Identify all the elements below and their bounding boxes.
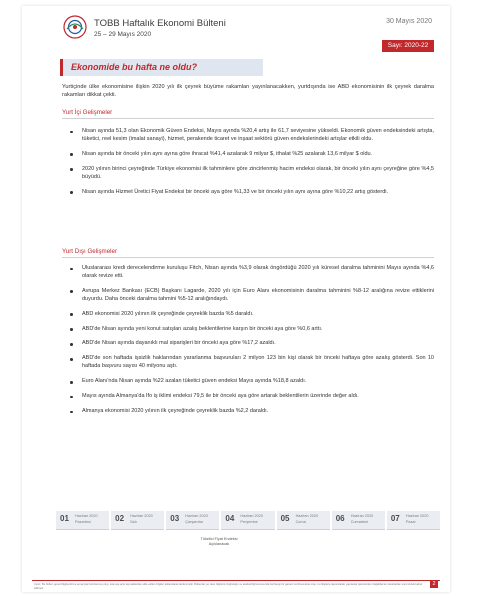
list-item-text: Uluslararası kredi derecelendirme kuruluşu Fitch, Nisan ayında %3,9 olarak öngördüğü 2020 yılı küresel daralma tahminini Mayıs ayında %4,6 olarak revize etti. [82,265,434,279]
bullet-icon [70,381,73,384]
calendar-day [56,511,109,530]
list-item-text: ABD'de Nisan ayında yeni konut satışları azalış beklentilerine karşın bir önceki aya göre %0,6 arttı. [82,325,323,332]
domestic-list [62,128,434,196]
day-month: Haziran 2020 [405,514,429,518]
list-item [62,128,434,144]
issue-badge: Sayı: 2020-22 [382,40,434,52]
list-item-text: ABD'de son haftada işsizlik haklarından yararlanma başvuruları 2 milyon 123 bin kişi olarak bir önceki haftaya göre azalış gösterdi. Son 10 haftada başvuru sayısı 40 milyonu aştı. [82,355,434,370]
list-item [62,265,434,281]
day-number: 07 [390,514,400,523]
calendar-day [332,511,385,530]
list-item-text: ABD'de Nisan ayında dayanıklı mal siparişleri bir önceki aya göre %17,2 azaldı. [82,340,276,347]
day-number: 03 [170,514,180,523]
bullet-icon [70,191,73,194]
calendar-event: Tüketici Fiyat Endeksi Açıklanacak [200,537,238,546]
intro-paragraph: Yurtiçinde ülke ekonomisine ilişkin 2020 yılı ilk çeyrek büyüme rakamları yayınlanacakken, yurtdışında ise ABD ekonomisinin ilk çeyrek daralma rakamları dikkat çekti. [62,84,434,99]
bullet-icon [70,153,73,156]
day-weekday: Çarşamba [185,520,203,524]
day-weekday: Cuma [295,520,306,524]
bulletin-page [22,6,450,592]
list-item-text: Mayıs ayında Almanya'da Ifo iş iklimi endeksi 79,5 ile bir önceki aya göre artarak beklentilerin üzerinde değer aldı. [82,393,359,400]
day-weekday: Salı [130,520,137,524]
foreign-divider [62,257,434,258]
list-item-text: 2020 yılının birinci çeyreğinde Türkiye ekonomisi ilk tahminlere göre zincirlenmiş hacim endeksi olarak, bir önceki yılın aynı çeyreğine göre %4,5 büyüdü. [82,165,434,180]
list-item [62,326,434,334]
calendar-day [277,511,330,530]
banner-title: Ekonomide bu hafta ne oldu? [71,62,197,72]
bulletin-title: TOBB Haftalık Ekonomi Bülteni [94,18,226,29]
calendar-day [111,511,164,530]
list-item-text: Nisan ayında Hizmet Üretici Fiyat Endeksi bir önceki aya göre %1,33 ve bir önceki yılın aynı ayına göre %10,22 artış gösterdi. [82,188,389,195]
day-month: Haziran 2020 [185,514,208,518]
list-item-text: ABD ekonomisi 2020 yılının ilk çeyreğinde çeyreklik bazda %5 daraldı. [82,310,254,317]
section-banner [60,59,263,76]
bullet-icon [70,411,73,414]
list-item-text: Euro Alanı'nda Nisan ayında %22 azalan tüketici güven endeksi Mayıs ayında %18,8 azaldı. [82,378,307,385]
publish-date: 30 Mayıs 2020 [386,18,432,25]
bullet-icon [70,396,73,399]
list-item [62,340,434,348]
foreign-section-title: Yurt Dışı Gelişmeler [62,248,118,255]
list-item [62,355,434,371]
domestic-section-title: Yurt İçi Gelişmeler [62,109,113,116]
day-weekday: Cumartesi [350,520,369,524]
list-item [62,408,434,416]
day-number: 04 [225,514,235,523]
day-number: 06 [335,514,345,523]
day-month: Haziran 2020 [130,514,153,518]
calendar-day [387,511,440,530]
list-item [62,288,434,304]
list-item-text: Almanya ekonomisi 2020 yılının ilk çeyreğinde çeyreklik bazda %2,2 daraldı. [82,407,269,414]
bullet-icon [70,168,73,171]
list-item-text: Nisan ayında bir önceki yılın aynı ayına göre ihracat %41,4 azalarak 9 milyar $, ithalat %25 azalarak 13,6 milyar $ oldu. [82,150,373,157]
list-item [62,378,434,386]
day-month: Haziran 2020 [240,514,264,518]
tobb-logo-icon [62,14,88,40]
bullet-icon [70,343,73,346]
day-month: Haziran 2020 [350,514,374,518]
list-item [62,311,434,319]
list-item-text: Avrupa Merkez Bankası (ECB) Başkanı Lagarde, 2020 yılı için Euro Alanı ekonomisinin daralma tahminini %8-12 aralığına revize ettiklerini duyurdu. Daha önceki daralma tahmini %5-12 aralığındaydı. [82,287,434,302]
list-item [62,393,434,401]
day-month: Haziran 2020 [75,514,98,518]
list-item [62,166,434,182]
list-item [62,189,434,197]
day-number: 02 [115,514,125,523]
domestic-divider [62,118,434,119]
bullet-icon [70,313,73,316]
bullet-icon [70,268,73,271]
footer-divider [32,580,440,581]
foreign-list [62,265,434,416]
footnote: Uyarı: Bu bülten genel bilgilendirme amacıyla hazırlanmış olup, kamuya açık kaynaklardan elde edilen bilgiler kullanılarak derlenmiştir. Bültende yer alan bilgilerin doğruluğu ve eksiksizliği konusunda herhangi bir garanti verilmemekte olup, bu bilgilere dayanılarak yapılacak işlemlerden doğabilecek zararlardan sorumluluk kabul edilmez. [34,583,422,590]
calendar-day [166,511,219,530]
day-number: 01 [60,514,69,523]
list-item-text: Nisan ayında 51,3 olan Ekonomik Güven Endeksi, Mayıs ayında %20,4 artış ile 61,7 seviyesine yükseldi. Ekonomik güven endeksindeki artışta, tüketici, reel kesim (imalat sanayi), hizmet, perakende ticaret ve inşaat sektörü güven endekslerindeki artışlar etkili oldu. [82,128,434,142]
bullet-icon [70,290,73,293]
week-calendar [56,511,440,529]
page-number: 2 [430,580,438,588]
calendar-day [221,511,274,530]
day-weekday: Perşembe [240,520,258,524]
bullet-icon [70,131,73,134]
day-weekday: Pazartesi [75,520,91,524]
date-range: 25 – 29 Mayıs 2020 [94,31,152,38]
bullet-icon [70,328,73,331]
list-item [62,151,434,159]
day-weekday: Pazar [405,520,416,524]
day-number: 05 [280,514,290,523]
bullet-icon [70,358,73,361]
day-month: Haziran 2020 [295,514,319,518]
header [22,6,450,56]
